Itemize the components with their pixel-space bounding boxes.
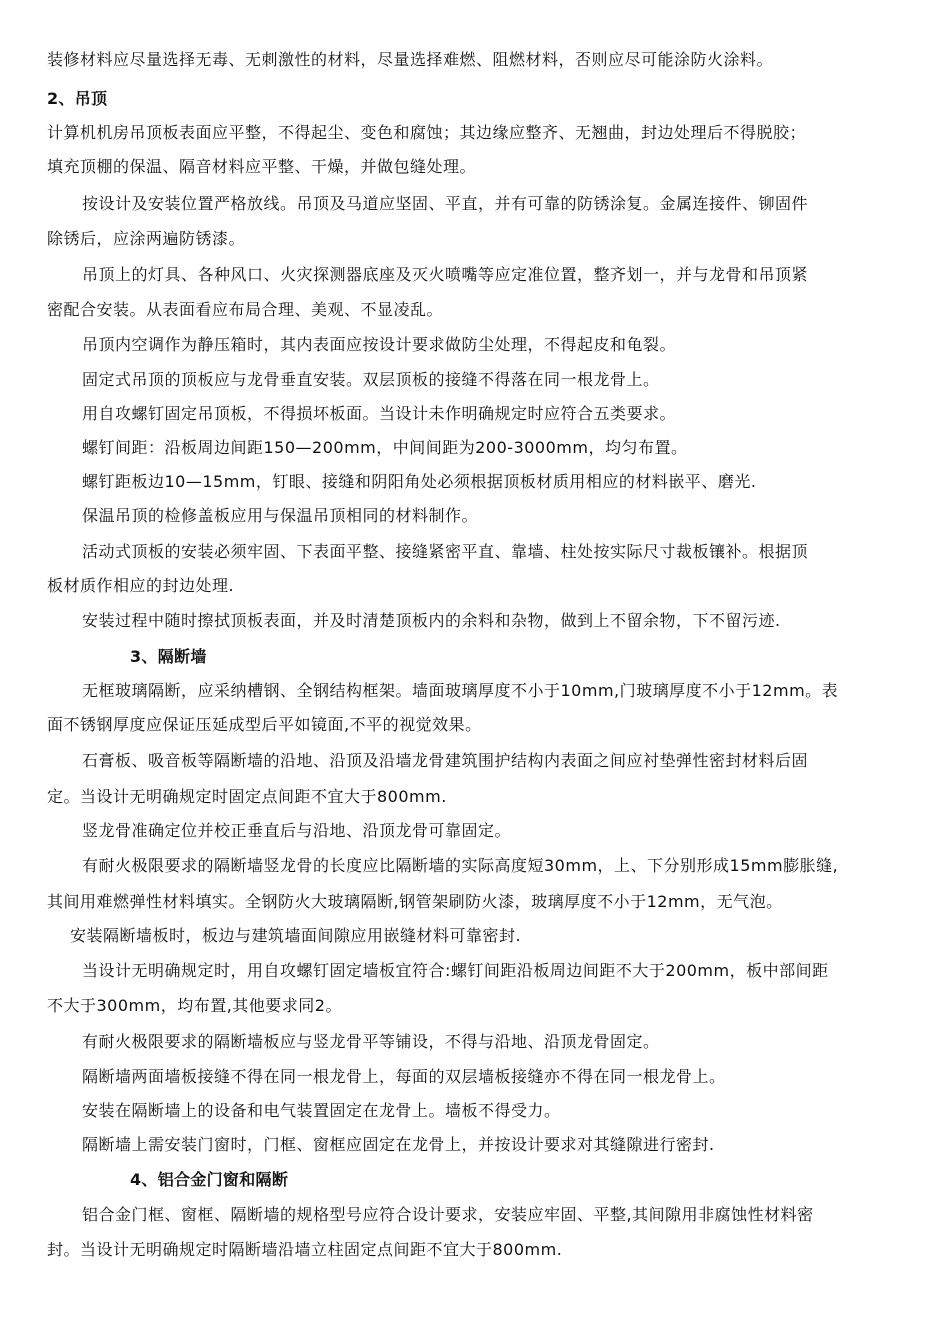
text-line: 隔断墙上需安装门窗时，门框、窗框应固定在龙骨上，并按设计要求对其缝隙进行密封. — [82, 1135, 715, 1154]
text-line: 吊顶上的灯具、各种风口、火灾探测器底座及灭火喷嘴等应定准位置，整齐划一，并与龙骨和吊顶紧 — [82, 265, 809, 284]
text-line: 封。当设计无明确规定时隔断墙沿墙立柱固定点间距不宜大于800mm. — [47, 1240, 563, 1259]
text-line: 安装过程中随时擦拭顶板表面，并及时清楚顶板内的余料和杂物，做到上不留余物，下不留污迹. — [82, 611, 781, 630]
text-line: 不大于300mm，均布置,其他要求同2。 — [47, 996, 342, 1015]
text-line: 板材质作相应的封边处理. — [47, 576, 235, 595]
text-line: 面不锈钢厚度应保证压延成型后平如镜面,不平的视觉效果。 — [47, 715, 482, 734]
text-line: 装修材料应尽量选择无毒、无刺激性的材料，尽量选择难燃、阻燃材料，否则应尽可能涂防火涂料。 — [47, 50, 774, 69]
text-line: 当设计无明确规定时，用自攻螺钉固定墙板宜符合:螺钉间距沿板周边间距不大于200mm，板中部间距 — [82, 961, 829, 980]
text-line: 竖龙骨准确定位并校正垂直后与沿地、沿顶龙骨可靠固定。 — [82, 821, 512, 840]
section-heading-aluminum-doors-windows: 4、铝合金门窗和隔断 — [130, 1170, 289, 1189]
text-line: 定。当设计无明确规定时固定点间距不宜大于800mm. — [47, 787, 447, 806]
text-line: 铝合金门框、窗框、隔断墙的规格型号应符合设计要求，安装应牢固、平整,其间隙用非腐蚀性材料密 — [82, 1205, 814, 1224]
text-line: 隔断墙两面墙板接缝不得在同一根龙骨上，每面的双层墙板接缝亦不得在同一根龙骨上。 — [82, 1067, 726, 1086]
section-heading-ceiling: 2、吊顶 — [47, 89, 108, 108]
text-line: 计算机机房吊顶板表面应平整，不得起尘、变色和腐蚀；其边缘应整齐、无翘曲，封边处理后不得脱胶； — [47, 123, 807, 142]
text-line: 保温吊顶的检修盖板应用与保温吊顶相同的材料制作。 — [82, 506, 479, 525]
text-line: 按设计及安装位置严格放线。吊顶及马道应坚固、平直，并有可靠的防锈涂复。金属连接件、铆固件 — [82, 194, 809, 213]
text-line: 有耐火极限要求的隔断墙竖龙骨的长度应比隔断墙的实际高度短30mm，上、下分别形成15mm膨胀缝, — [82, 856, 839, 875]
text-line: 固定式吊顶的顶板应与龙骨垂直安装。双层顶板的接缝不得落在同一根龙骨上。 — [82, 370, 660, 389]
text-line: 安装在隔断墙上的设备和电气装置固定在龙骨上。墙板不得受力。 — [82, 1101, 561, 1120]
text-line: 螺钉间距：沿板周边间距150—200mm，中间间距为200-3000mm，均匀布置。 — [82, 438, 688, 457]
text-line: 其间用难燃弹性材料填实。全钢防火大玻璃隔断,钢管架刷防火漆，玻璃厚度不小于12mm，无气泡。 — [47, 892, 783, 911]
text-line: 有耐火极限要求的隔断墙板应与竖龙骨平等铺设，不得与沿地、沿顶龙骨固定。 — [82, 1032, 660, 1051]
text-line: 安装隔断墙板时，板边与建筑墙面间隙应用嵌缝材料可靠密封. — [70, 926, 522, 945]
text-line: 活动式顶板的安装必须牢固、下表面平整、接缝紧密平直、靠墙、柱处按实际尺寸裁板镶补。根据顶 — [82, 542, 809, 561]
text-line: 石膏板、吸音板等隔断墙的沿地、沿顶及沿墙龙骨建筑围护结构内表面之间应衬垫弹性密封材料后固 — [82, 751, 809, 770]
text-line: 用自攻螺钉固定吊顶板，不得损坏板面。当设计未作明确规定时应符合五类要求。 — [82, 404, 677, 423]
text-line: 螺钉距板边10—15mm，钉眼、接缝和阴阳角处必须根据顶板材质用相应的材料嵌平、磨光. — [82, 472, 757, 491]
text-line: 无框玻璃隔断，应采纳槽钢、全钢结构框架。墙面玻璃厚度不小于10mm,门玻璃厚度不小于12mm。表 — [82, 681, 839, 700]
text-line: 密配合安装。从表面看应布局合理、美观、不显凌乱。 — [47, 300, 444, 319]
section-heading-partition-wall: 3、隔断墙 — [130, 647, 207, 666]
text-line: 吊顶内空调作为静压箱时，其内表面应按设计要求做防尘处理，不得起皮和龟裂。 — [82, 335, 677, 354]
text-line: 除锈后，应涂两遍防锈漆。 — [47, 229, 246, 248]
text-line: 填充顶棚的保温、隔音材料应平整、干燥，并做包缝处理。 — [47, 157, 477, 176]
